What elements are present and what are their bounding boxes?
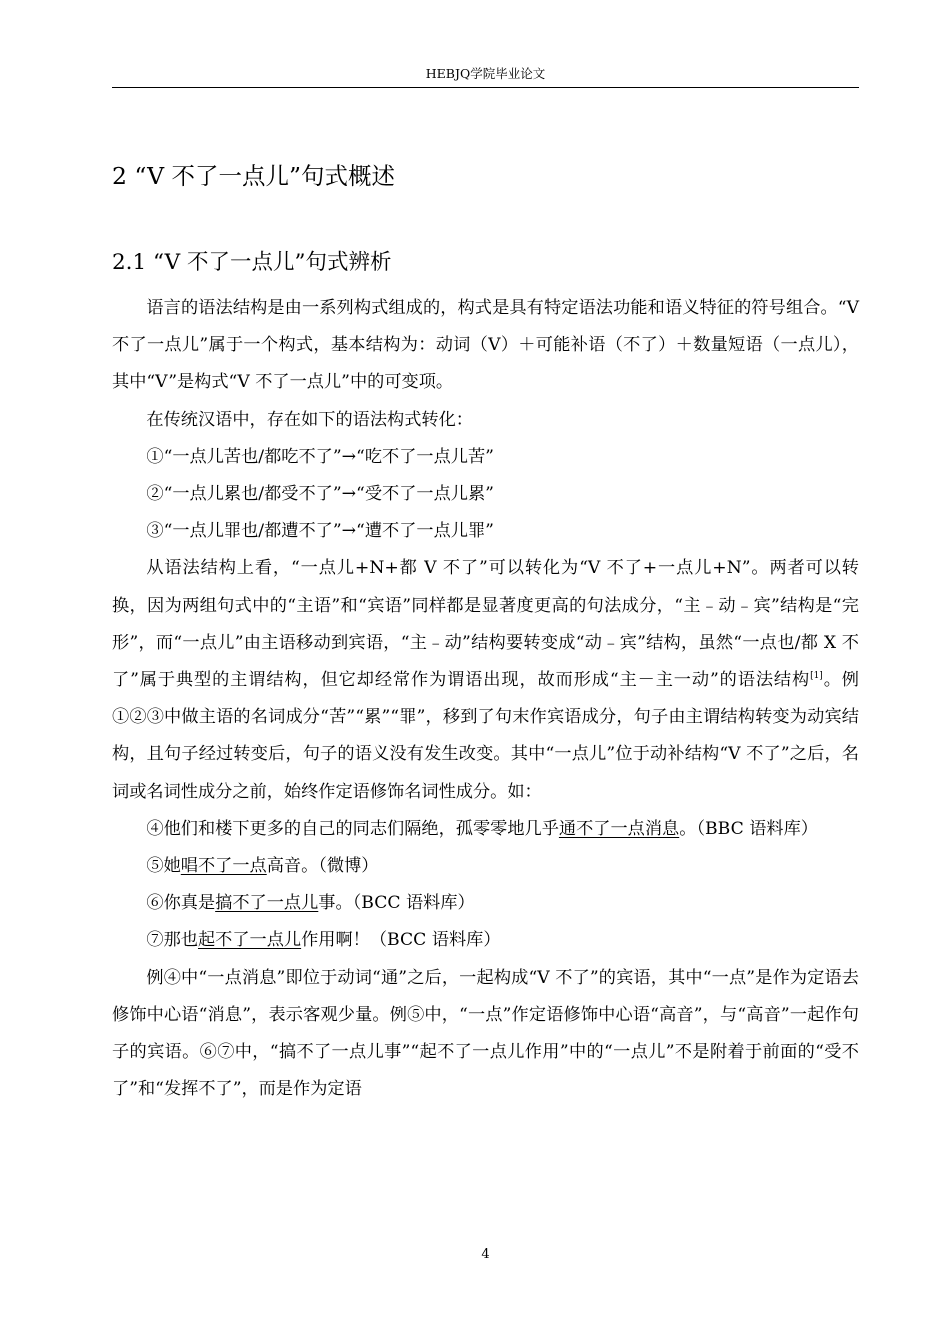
paragraph-1: 语言的语法结构是由一系列构式组成的，构式是具有特定语法功能和语义特征的符号组合。“V 不了一点儿”属于一个构式，基本结构为：动词（V）＋可能补语（不了）＋数量短语（一点儿），其中“V”是构式“V 不了一点儿”中的可变项。 bbox=[112, 298, 859, 393]
body-text bbox=[112, 290, 859, 1108]
header-rule bbox=[112, 87, 859, 88]
example-5-post: 高音。（微博） bbox=[266, 856, 379, 877]
chapter-title: 2 “V 不了一点儿”句式概述 bbox=[112, 162, 396, 190]
example-7 bbox=[112, 922, 859, 959]
paragraph-3 bbox=[112, 550, 859, 810]
section-title: 2.1 “V 不了一点儿”句式辨析 bbox=[112, 250, 392, 275]
example-7-pre: ⑦那也 bbox=[146, 930, 198, 951]
example-7-post: 作用啊！（BCC 语料库） bbox=[301, 930, 501, 951]
paragraph-2: 在传统汉语中，存在如下的语法构式转化： bbox=[146, 409, 473, 430]
example-4 bbox=[112, 811, 859, 848]
example-6-post: 事。（BCC 语料库） bbox=[318, 893, 475, 914]
example-5-underlined: 唱不了一点 bbox=[180, 856, 267, 877]
example-4-post: 。（BBC 语料库） bbox=[679, 818, 818, 839]
citation-1: [1] bbox=[810, 671, 823, 682]
paragraph-3-text-b: 。例①②③中做主语的名词成分“苦”“累”“罪”，移到了句末作宾语成分，句子由主谓结构转变为动宾结构，且句子经过转变后，句子的语义没有发生改变。其中“一点儿”位于动补结构“V 不了”之后，名词或名词性成分之前，始终作定语修饰名词性成分。如： bbox=[112, 670, 859, 802]
example-4-pre: ④他们和楼下更多的自己的同志们隔绝，孤零零地几乎 bbox=[146, 818, 559, 839]
example-6 bbox=[112, 885, 859, 922]
example-1: ①“一点儿苦也/都吃不了”→“吃不了一点儿苦” bbox=[146, 446, 494, 467]
example-6-underlined: 搞不了一点儿 bbox=[215, 893, 319, 914]
paragraph-4: 例④中“一点消息”即位于动词“通”之后，一起构成“V 不了”的宾语，其中“一点”是作为定语去修饰中心语“消息”，表示客观少量。例⑤中，“一点”作定语修饰中心语“高音”，与“高音”一起作句子的宾语。⑥⑦中，“搞不了一点儿事”“起不了一点儿作用”中的“一点儿”不是附着于前面的“受不了”和“发挥不了”，而是作为定语 bbox=[112, 967, 859, 1100]
example-2: ②“一点儿累也/都受不了”→“受不了一点儿累” bbox=[146, 484, 494, 505]
running-header: HEBJQ学院毕业论文 bbox=[425, 66, 546, 81]
example-5-pre: ⑤她 bbox=[146, 856, 181, 877]
example-5 bbox=[112, 848, 859, 885]
example-3: ③“一点儿罪也/都遭不了”→“遭不了一点儿罪” bbox=[146, 521, 494, 542]
page-number: 4 bbox=[481, 1247, 490, 1262]
example-7-underlined: 起不了一点儿 bbox=[197, 930, 302, 951]
example-6-pre: ⑥你真是 bbox=[146, 893, 216, 914]
paragraph-3-text-a: 从语法结构上看，“一点儿+N+都 V 不了”可以转化为“V 不了+一点儿+N”。两者可以转换，因为两组句式中的“主语”和“宾语”同样都是显著度更高的句法成分，“主﹣动﹣宾”结构是“完形”，而“一点儿”由主语移动到宾语，“主﹣动”结构要转变成“动﹣宾”结构，虽然“一点也/都 X 不了”属于典型的主谓结构，但它却经常作为谓语出现，故而形成“主－主一动”的语法结构 bbox=[112, 558, 859, 691]
example-4-underlined: 通不了一点消息 bbox=[558, 818, 680, 839]
